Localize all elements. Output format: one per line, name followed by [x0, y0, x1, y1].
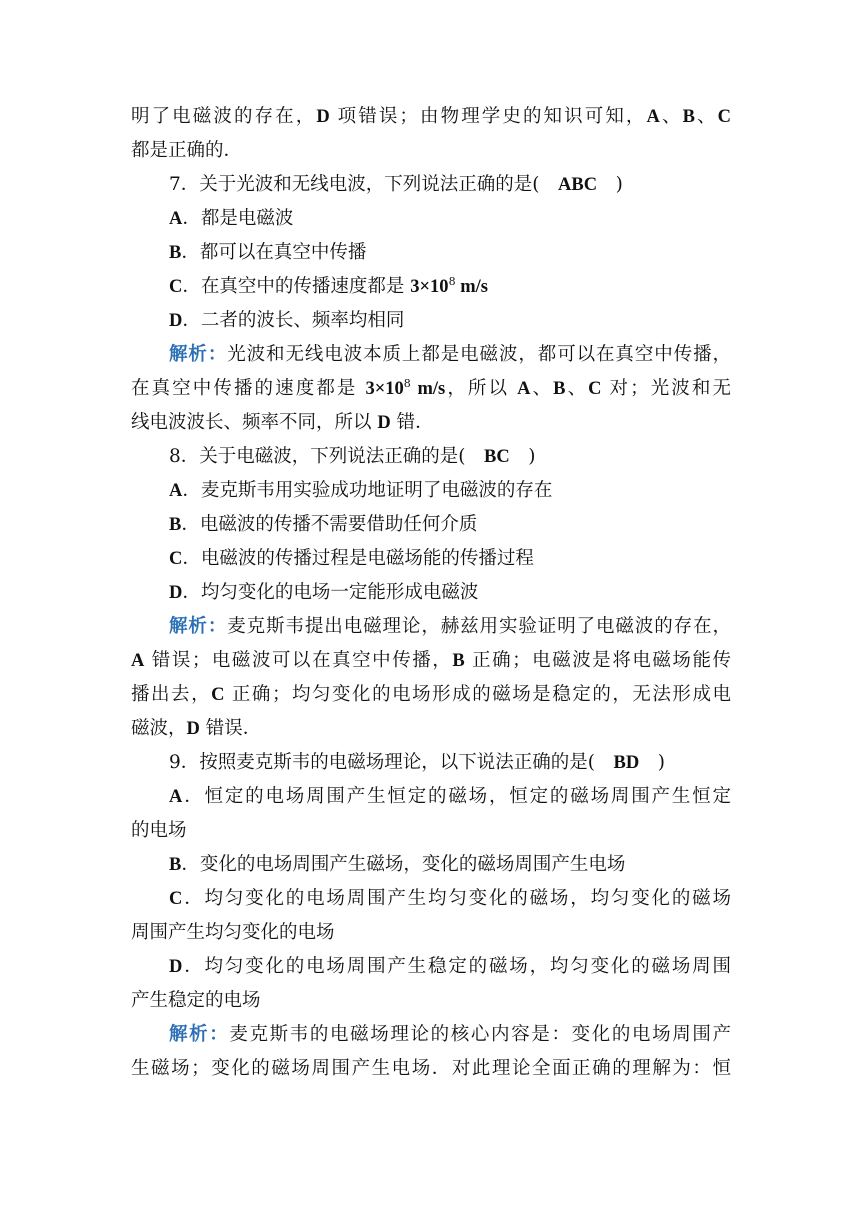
text-segment: 正确；均匀变化的电场形成的磁场是稳定的，无法形成电 [224, 684, 731, 705]
text-segment: 、 [694, 106, 718, 127]
text-segment: 3×10 [410, 277, 449, 297]
text-segment: m/s [455, 277, 488, 297]
text-line [131, 610, 731, 644]
text-segment: 产生稳定的电场 [131, 990, 261, 1011]
text-segment: ．都可以在真空中传播 [181, 242, 367, 263]
text-segment: D [186, 719, 200, 739]
text-line [131, 100, 731, 134]
text-line [131, 950, 731, 984]
text-segment: 错误． [199, 718, 262, 739]
text-segment: B [553, 379, 566, 399]
text-line [131, 338, 731, 372]
text-segment: ．在真空中的传播速度都是 [182, 276, 411, 297]
text-segment: C [717, 107, 731, 127]
text-segment: 明了电磁波的存在， [131, 106, 317, 127]
text-segment: D [169, 583, 183, 603]
text-line [131, 474, 731, 508]
text-line [131, 644, 731, 678]
text-segment: 麦克斯韦提出电磁理论，赫兹用实验证明了电磁波的存在， [227, 616, 731, 637]
text-segment: 对；光波和无 [601, 378, 731, 399]
text-segment: 9．按照麦克斯韦的电磁场理论，以下说法正确的是( [169, 752, 614, 773]
text-segment: BC [484, 447, 510, 467]
analysis-label: 解析： [169, 1024, 230, 1045]
superscript: 8 [403, 377, 411, 390]
text-segment: ．电磁波的传播过程是电磁场能的传播过程 [182, 548, 534, 569]
text-line [131, 1018, 731, 1052]
text-segment: 7．关于光波和无线电波，下列说法正确的是( [169, 174, 558, 195]
text-segment: 错． [390, 412, 434, 433]
text-segment: 3×10 [365, 379, 404, 399]
text-line [131, 372, 731, 406]
text-segment: BD [613, 753, 640, 773]
text-segment: B [169, 243, 182, 263]
text-line [131, 168, 731, 202]
text-segment: 播出去， [131, 684, 212, 705]
text-segment: ，所以 [445, 378, 518, 399]
text-segment: B [682, 107, 695, 127]
text-segment: A [517, 379, 531, 399]
text-segment: 生磁场；变化的磁场周围产生电场．对此理论全面正确的理解为：恒 [131, 1058, 731, 1079]
text-line [131, 814, 731, 848]
text-segment: ．二者的波长、频率均相同 [182, 310, 405, 331]
text-line [131, 406, 731, 440]
text-segment: 、 [565, 378, 589, 399]
text-segment: ．变化的电场周围产生磁场，变化的磁场周围产生电场 [181, 854, 626, 875]
text-segment: 正确；电磁波是将电磁场能传 [464, 650, 731, 671]
text-line [131, 916, 731, 950]
text-segment: D [169, 311, 183, 331]
text-segment: 错误；电磁波可以在真空中传播， [144, 650, 453, 671]
text-segment: 线电波波长、频率不同，所以 [131, 412, 378, 433]
text-segment: B [452, 651, 465, 671]
text-segment: C [588, 379, 602, 399]
text-line [131, 848, 731, 882]
text-segment: 磁波， [131, 718, 187, 739]
text-segment: D [316, 107, 330, 127]
text-line [131, 678, 731, 712]
text-line [131, 882, 731, 916]
text-segment: B [169, 855, 182, 875]
text-segment: A [169, 209, 183, 229]
text-segment: 在真空中传播的速度都是 [131, 378, 366, 399]
text-segment: C [169, 889, 183, 909]
text-segment: 都是正确的． [131, 140, 243, 161]
text-line [131, 270, 731, 304]
text-line [131, 712, 731, 746]
text-segment: A [169, 481, 183, 501]
text-segment: ．均匀变化的电场一定能形成电磁波 [182, 582, 479, 603]
text-segment: A [131, 651, 145, 671]
text-segment: D [169, 957, 183, 977]
text-line [131, 746, 731, 780]
text-line [131, 304, 731, 338]
text-segment: ．电磁波的传播不需要借助任何介质 [181, 514, 478, 535]
text-segment: C [169, 549, 183, 569]
text-segment: A [646, 107, 660, 127]
text-segment: 、 [530, 378, 554, 399]
text-segment: ．均匀变化的电场周围产生稳定的磁场，均匀变化的磁场周围 [182, 956, 731, 977]
text-segment: D [377, 413, 391, 433]
text-line [131, 984, 731, 1018]
text-segment: ．都是电磁波 [182, 208, 294, 229]
document-page [131, 100, 731, 1086]
text-segment: 麦克斯韦的电磁场理论的核心内容是：变化的电场周围产 [229, 1024, 731, 1045]
text-line [131, 1052, 731, 1086]
text-line [131, 134, 731, 168]
text-line [131, 542, 731, 576]
text-line [131, 440, 731, 474]
text-segment: A [169, 787, 183, 807]
text-segment: C [169, 277, 183, 297]
text-line [131, 236, 731, 270]
text-line [131, 202, 731, 236]
text-segment: ) [639, 752, 665, 773]
text-segment: ．恒定的电场周围产生恒定的磁场，恒定的磁场周围产生恒定 [182, 786, 731, 807]
text-segment: B [169, 515, 182, 535]
text-segment: ．均匀变化的电场周围产生均匀变化的磁场，均匀变化的磁场 [182, 888, 731, 909]
text-segment: 8．关于电磁波，下列说法正确的是( [169, 446, 484, 467]
text-segment: 项错误；由物理学史的知识可知， [329, 106, 647, 127]
text-segment: 光波和无线电波本质上都是电磁波，都可以在真空中传播， [227, 344, 731, 365]
analysis-label: 解析： [169, 344, 228, 365]
text-segment: ．麦克斯韦用实验成功地证明了电磁波的存在 [182, 480, 553, 501]
text-segment: ) [597, 174, 623, 195]
text-line [131, 780, 731, 814]
text-segment: ) [509, 446, 536, 467]
text-segment: 周围产生均匀变化的电场 [131, 922, 335, 943]
text-line [131, 508, 731, 542]
analysis-label: 解析： [169, 616, 228, 637]
text-segment: 、 [659, 106, 683, 127]
text-segment: C [211, 685, 225, 705]
text-segment: 的电场 [131, 820, 187, 841]
superscript: 8 [448, 275, 456, 288]
text-segment: ABC [558, 175, 598, 195]
text-line [131, 576, 731, 610]
text-segment: m/s [410, 379, 446, 399]
